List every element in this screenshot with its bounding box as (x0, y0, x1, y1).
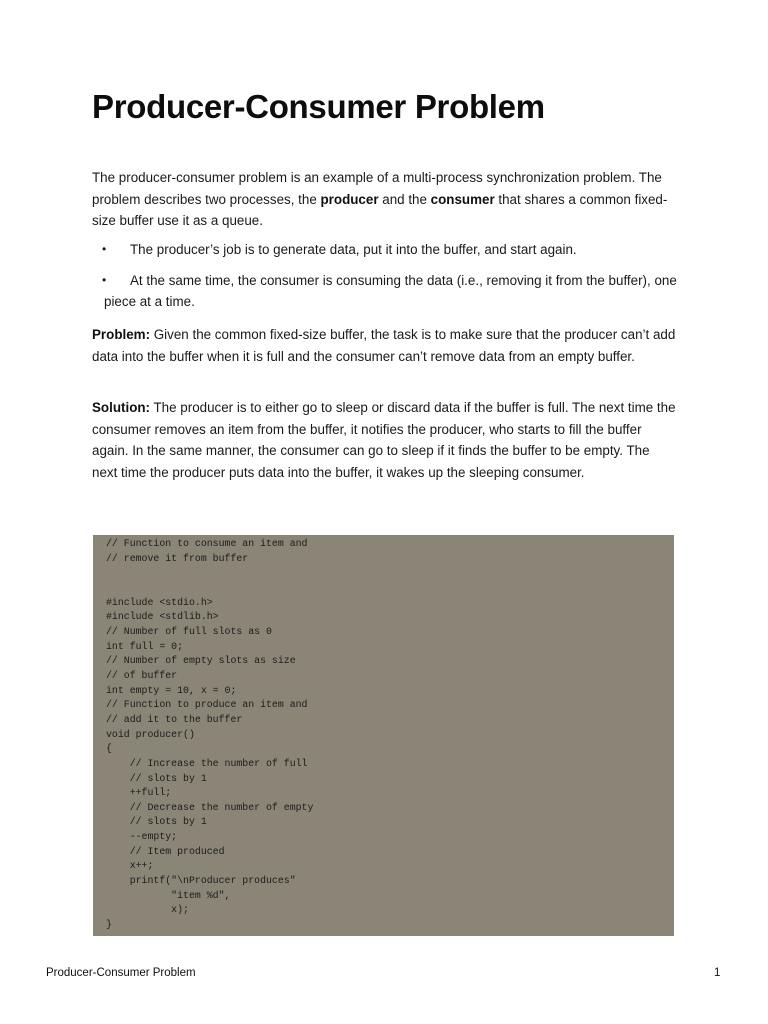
solution-text: The producer is to either go to sleep or discard data if the buffer is full. The next time the consumer removes an item from the buffer, it notifies the producer, who starts to fill the buffer again. In the same manner, the consumer can go to sleep if it finds the buffer to be empty. The next time the producer puts data into the buffer, it wakes up the sleeping consumer. (92, 400, 676, 481)
page-title: Producer-Consumer Problem (92, 88, 545, 125)
problem-label: Problem: (92, 327, 151, 342)
producer-term: producer (320, 191, 379, 207)
solution-label: Solution: (92, 400, 151, 415)
intro-text-end: that shares a common fixed-size buffer use it as a queue. (92, 191, 668, 229)
bullet-list (92, 239, 677, 313)
intro-text-between: and the (378, 191, 431, 207)
bullet-item (92, 239, 677, 261)
intro-text-start: The producer-consumer problem is an example of a multi-process synchronization problem. The problem describes two processes, the (92, 170, 662, 207)
code-block: // Function to consume an item and // remove it from buffer #include <stdio.h> #include <stdlib.h> // Number of full slots as 0 int full = 0; // Number of empty slots as size // of buffer int empty = 10, x = 0; // Function to produce an item and // add it to the buffer void producer() { // Increase the number of full // slots by 1 ++full; // Decrease the number of empty // slots by 1 --empty; // Item produced x++; printf("\nProducer produces" "item %d", x); } (106, 538, 314, 931)
consumer-term: consumer (430, 191, 495, 207)
bullet-text: The producer’s job is to generate data, put it into the buffer, and start again. (130, 242, 577, 257)
bullet-icon: • (102, 242, 107, 256)
bullet-text: At the same time, the consumer is consuming the data (i.e., removing it from the buffer), one piece at a time. (104, 272, 677, 310)
intro-paragraph (92, 167, 677, 232)
bullet-icon: • (102, 272, 107, 287)
bullet-item (92, 270, 677, 313)
footer-page-number: 1 (714, 967, 721, 979)
solution-paragraph (92, 397, 677, 484)
problem-paragraph (92, 324, 677, 367)
problem-text: Given the common fixed-size buffer, the task is to make sure that the producer can’t add data into the buffer when it is full and the consumer can’t remove data from an empty buffer. (92, 327, 676, 364)
footer-title: Producer-Consumer Problem (46, 967, 196, 979)
